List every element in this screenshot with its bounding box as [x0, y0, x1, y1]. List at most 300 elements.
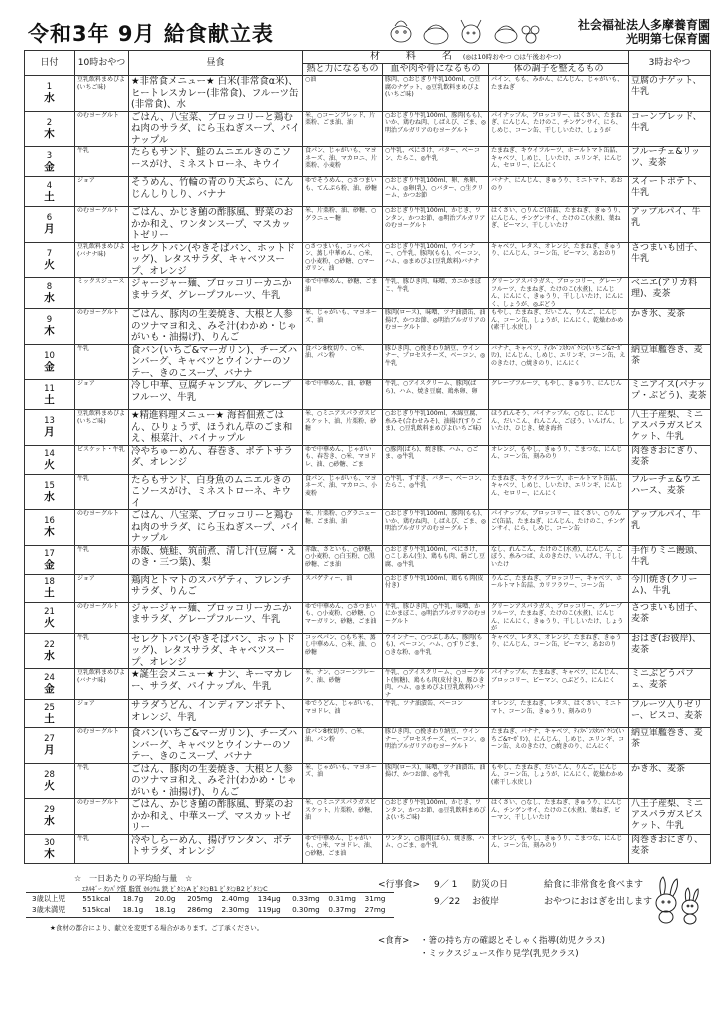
lunch-cell: ★精進料理メニュー★ 海苔佃煮ごはん、ひりょうず、ほうれん草のごま和え、根菜汁、パイナップル [129, 410, 303, 446]
lunch-cell: 冷し中華、豆腐チャンプル、グレープフルーツ、牛乳 [129, 380, 303, 410]
snack10-cell: のむヨーグルト [75, 207, 129, 243]
regulating-foods-cell: バナナ、にんじん、きゅうり、ミニトマト、あおのり [489, 177, 629, 207]
energy-foods-cell: 米、ナン、○コーンフレーク、油、砂糖 [303, 669, 383, 700]
nutrition-value: 0.33mg [292, 894, 320, 903]
day-number: 21 [44, 606, 55, 617]
body-building-foods-cell: ウインナー、○つぶしあん、豚肉(もも)、ベーコン、ハム、○すりごま、○きな粉、◎牛乳 [383, 633, 489, 669]
snack10-cell: のむヨーグルト [75, 111, 129, 147]
day-number: 4 [46, 180, 53, 191]
date-cell [25, 510, 75, 546]
menu-row [25, 445, 711, 474]
menu-row [25, 474, 711, 510]
menu-row [25, 309, 711, 345]
nutrition-value: 119μg [257, 905, 281, 914]
snack3-cell: フルーツ入りゼリー、ビスコ、麦茶 [629, 700, 711, 728]
date-cell [25, 834, 75, 863]
date-cell [25, 344, 75, 380]
snack10-cell: のむヨーグルト [75, 602, 129, 633]
header-date: 日付 [25, 51, 75, 76]
menu-row [25, 76, 711, 112]
snack3-cell: 八王子産梨、ミニアスパラガスビスケット、牛乳 [629, 410, 711, 446]
day-number: 28 [44, 769, 55, 780]
menu-row [25, 177, 711, 207]
day-number: 17 [44, 548, 55, 559]
day-number: 9 [46, 315, 53, 326]
event-date: 9／ 1 [434, 880, 458, 890]
weekday: 月 [44, 744, 55, 757]
body-building-foods-cell: 豚肉、○おじぎり牛乳100ml、○豆腐のナゲット、◎豆乳飲料まめぴよ(いちご味) [383, 76, 489, 112]
menu-row [25, 344, 711, 380]
weekday: 火 [44, 779, 55, 792]
regulating-foods-cell: グリーンアスパラガス、ブロッコリー、グレープフルーツ、たまねぎ、たけのこ(水煮)、にんじん、にんにく、きゅうり、干ししいたけ、にんにく、しょうが、◎ぶどう [489, 278, 629, 309]
change-notice: ★食材の都合により、献立を変更する場合があります。ご了承ください。 [50, 924, 264, 932]
lunch-cell: セレクトパン(やきそばパン、ホットドッグ)、レタスサラダ、キャベツスープ、オレンジ [129, 242, 303, 278]
snack10-cell: ジョア [75, 177, 129, 207]
menu-row [25, 728, 711, 764]
date-cell [25, 574, 75, 602]
energy-foods-cell: 米、じゃがいも、マヨネーズ、油 [303, 309, 383, 345]
weekday: 金 [44, 160, 55, 173]
nutrition-value: 286mg [187, 905, 213, 914]
date-cell [25, 111, 75, 147]
body-building-foods-cell: ○おじぎり牛乳100ml、木綿豆腐、糸みそ(合わせみそ)、油揚げ(すりごま)、○豆乳飲料まめぴよ(いちご味) [383, 410, 489, 446]
lunch-cell: 鶏肉とトマトのスパゲティ、フレンチサラダ、りんご [129, 574, 303, 602]
regulating-foods-cell: たまねぎ、キウイフルーツ、ホールトマト缶詰、キャベツ、しめじ、しいたけ、エリンギ、にんじん、セロリー、にんにく [489, 147, 629, 177]
menu-row [25, 834, 711, 863]
regulating-foods-cell: グレープフルーツ、もやし、きゅうり、にんじん [489, 380, 629, 410]
weekday: 土 [44, 393, 55, 406]
date-cell [25, 728, 75, 764]
snack10-cell: ジョア [75, 700, 129, 728]
date-cell [25, 474, 75, 510]
snack3-cell: スイートポテト、牛乳 [629, 177, 711, 207]
event-name: 防災の日 [472, 880, 509, 890]
nutrition-label: 3歳未満児 [32, 905, 66, 914]
snack10-cell: ジョア [75, 380, 129, 410]
nutrition-value: 31mg [364, 894, 386, 903]
day-number: 22 [44, 639, 55, 650]
snack3-cell: フルーチェ&リッツ、麦茶 [629, 147, 711, 177]
body-building-foods-cell: ○おじぎり牛乳100ml、豚肉(もも)、いか、鶏むね肉、しばえび、ごま、◎明治ブルガリアのむヨーグルト [383, 111, 489, 147]
header [26, 12, 710, 50]
event-row [378, 894, 652, 911]
nutrition-headers: ｴﾈﾙｷﾞｰ ﾀﾝﾊﾟｸ質 脂質 ｶﾙｼｳﾑ 鉄 ﾋﾞﾀﾐﾝA ﾋﾞﾀﾐﾝB1 ﾋﾞﾀﾐﾝB2 ﾋﾞﾀﾐﾝC [82, 885, 268, 893]
snack3-cell: 今川焼き(クリーム)、牛乳 [629, 574, 711, 602]
snack10-cell: 牛乳 [75, 147, 129, 177]
org-line-1: 社会福祉法人多摩養育園 [577, 18, 710, 32]
menu-row [25, 410, 711, 446]
regulating-foods-cell: もやし、たまねぎ、だいこん、りんご、にんじん、コーン缶、しょうが、にんにく、乾燥わかめ(素干し水戻し) [489, 309, 629, 345]
energy-foods-cell: ゆでそうめん、○さつまいも、てんぷら粉、油、砂糖 [303, 177, 383, 207]
regulating-foods-cell: パイナップル、たまねぎ、キャベツ、にんじん、ブロッコリー、ピーマン、○ぶどう、にんにく [489, 669, 629, 700]
snack3-cell: ベニエ(アリカ料理)、麦茶 [629, 278, 711, 309]
body-building-foods-cell: ○牛乳、すずき、バター、ベーコン、たらこ、◎牛乳 [383, 474, 489, 510]
weekday: 土 [44, 712, 55, 725]
nutrition-value: 0.31mg [328, 894, 356, 903]
day-number: 3 [46, 150, 53, 161]
page-title: 令和3年 9月 給食献立表 [28, 22, 274, 46]
date-cell [25, 410, 75, 446]
date-cell [25, 669, 75, 700]
lunch-cell: 冷やしらーめん、揚げワンタン、ポテトサラダ、オレンジ [129, 834, 303, 863]
nutrition-value: 2.40mg [221, 894, 250, 903]
nutrition-value: 551kcal [82, 894, 111, 903]
menu-row [25, 278, 711, 309]
weekday: 水 [44, 649, 55, 662]
footer [24, 873, 710, 1023]
lunch-cell: ジャージャー麺、ブロッコリーカニかまサラダ、グレープフルーツ、牛乳 [129, 278, 303, 309]
regulating-foods-cell: オレンジ、もやし、きゅうり、こまつな、にんじん、コーン缶、刻みのり [489, 834, 629, 863]
menu-row [25, 207, 711, 243]
snack3-cell: おはぎ(お彼岸)、麦茶 [629, 633, 711, 669]
snack3-cell: さつまいも団子、牛乳 [629, 242, 711, 278]
header-ingredients [303, 51, 629, 64]
header-snack10: 10時おやつ [75, 51, 129, 76]
snack3-cell: 手作りミニ饅頭、牛乳 [629, 545, 711, 574]
date-cell [25, 242, 75, 278]
day-number: 2 [46, 117, 53, 128]
food-edu-row [378, 935, 605, 948]
ingredients-title: 材 料 名 [369, 51, 460, 62]
weekday: 水 [44, 92, 55, 105]
menu-row [25, 111, 711, 147]
menu-table [24, 50, 711, 864]
organization-name [578, 18, 710, 46]
lunch-cell: たらもサンド、白身魚のムニエルきのこソースがけ、ミネストローネ、キウイ [129, 474, 303, 510]
lunch-cell: ごはん、豚肉の生姜焼き、大根と人参のツナマヨ和え、みそ汁(わかめ・じゃがいも・油揚げ)、りんご [129, 763, 303, 799]
weekday: 月 [44, 426, 55, 439]
weekday: 土 [44, 190, 55, 203]
energy-foods-cell: ゆでうどん、じゃがいも、マヨドレ、油 [303, 700, 383, 728]
food-edu-item: ・箸の持ち方の確認とそしゃく指導(幼児クラス) [420, 936, 605, 946]
lunch-cell: 食パン(いちご&マーガリン)、チーズハンバーグ、キャベツとウインナーのソテー、きのこスープ、バナナ [129, 344, 303, 380]
body-building-foods-cell: 牛乳、○アイスクリーム、○ヨーグルト(無糖)、鶏もも肉(皮付き)、豚ひき肉、ハム、◎まめぴよ(豆乳飲料)バナナ [383, 669, 489, 700]
body-building-foods-cell: 牛乳、ツナ油漬缶、ベーコン [383, 700, 489, 728]
energy-foods-cell: ゆで中華めん、じゃがいも、春巻き、○米、マヨドレ、油、○砂糖、ごま [303, 445, 383, 474]
day-number: 14 [44, 448, 55, 459]
header-lunch: 昼食 [129, 51, 303, 76]
energy-foods-cell: 食パン、じゃがいも、マヨネーズ、油、マカロニ、小麦粉 [303, 474, 383, 510]
nutrition-value: 18.7g [122, 894, 144, 903]
snack10-cell: のむヨーグルト [75, 309, 129, 345]
menu-row [25, 545, 711, 574]
snack3-cell: ミニアイス(パナップ・ぶどう)、麦茶 [629, 380, 711, 410]
decorative-illustration [381, 12, 541, 50]
weekday: 水 [44, 490, 55, 503]
food-education-section [378, 935, 605, 961]
nutrition-value: 27mg [364, 905, 386, 914]
date-cell [25, 602, 75, 633]
snack3-cell: 肉巻きおにぎり、麦茶 [629, 445, 711, 474]
day-number: 11 [44, 383, 55, 394]
weekday: 金 [44, 683, 55, 695]
snack3-cell: さつまいも団子、麦茶 [629, 602, 711, 633]
snack3-cell: 納豆軍艦巻き、麦茶 [629, 728, 711, 764]
day-number: 8 [46, 282, 53, 292]
nutrition-value: 134μg [257, 894, 281, 903]
date-cell [25, 147, 75, 177]
day-number: 24 [44, 673, 55, 683]
event-name: お彼岸 [472, 897, 500, 907]
menu-body [25, 76, 711, 864]
nutrition-value: 2.30mg [221, 905, 250, 914]
food-edu-row [378, 948, 605, 961]
lunch-cell: ごはん、八宝菜、ブロッコリーと鶏むね肉のサラダ、にら玉ねぎスープ、パイナップル [129, 510, 303, 546]
energy-foods-cell: コッペパン、○もち米、蒸し中華めん、○米、油、○砂糖 [303, 633, 383, 669]
regulating-foods-cell: りんご、たまねぎ、ブロッコリー、キャベツ、ホールトマト缶詰、カリフラワー、コーン缶 [489, 574, 629, 602]
body-building-foods-cell: ○豚肉(ばら)、焼き豚、ハム、○ごま、◎牛乳 [383, 445, 489, 474]
lunch-cell: ごはん、かじき鮪の酢豚風、野菜のおかか和え、中華スープ、マスカットゼリー [129, 799, 303, 835]
regulating-foods-cell: グリーンアスパラガス、ブロッコリー、グレープフルーツ、たまねぎ、たけのこ(水煮)、にんじん、にんにく、きゅうり、干ししいたけ、しょうが [489, 602, 629, 633]
nutrition-title: ☆ 一日あたりの平均給与量 ☆ [74, 874, 193, 883]
lunch-cell: ごはん、かじき鮪の酢豚風、野菜のおかか和え、ワンタンスープ、マスカットゼリー [129, 207, 303, 243]
menu-row [25, 147, 711, 177]
snack3-cell: アップルパイ、牛乳 [629, 207, 711, 243]
events-section [378, 877, 652, 911]
body-building-foods-cell: ○牛乳、べにさけ、バター、ベーコン、たらこ、◎牛乳 [383, 147, 489, 177]
snack10-cell: 牛乳 [75, 633, 129, 669]
snack10-cell: ミックスジュース [75, 278, 129, 309]
header-group1: 熱と力になるもの [303, 64, 383, 76]
nutrition-row-under3 [32, 905, 393, 915]
regulating-foods-cell: なし、れんこん、たけのこ(水煮)、にんじん、ごぼう、糸みつば、えのきたけ、いんげん、干ししいたけ [489, 545, 629, 574]
nutrition-value: 18.1g [154, 905, 176, 914]
lunch-cell: たらもサンド、鮭のムニエルきのこソースがけ、ミネストローネ、キウイ [129, 147, 303, 177]
snack3-cell: かき氷、麦茶 [629, 309, 711, 345]
snack3-cell: 八王子産梨、ミニアスパラガスビスケット、牛乳 [629, 799, 711, 835]
snack10-cell: 牛乳 [75, 474, 129, 510]
date-cell [25, 177, 75, 207]
body-building-foods-cell: ○おじぎり牛乳100ml、かじき、ワンタン、かつお節、◎明治ブルガリアのむヨーグルト [383, 207, 489, 243]
weekday: 木 [44, 526, 55, 539]
events-label: <行事食> [378, 880, 421, 890]
body-building-foods-cell: ○おじぎり牛乳100ml、豚肉(もも)、いか、鶏むね肉、しばえび、ごま、◎明治ブルガリアのむヨーグルト [383, 510, 489, 546]
energy-foods-cell: スパゲティー、油 [303, 574, 383, 602]
energy-foods-cell: ゆで中華めん、油、砂糖 [303, 380, 383, 410]
nutrition-value: 0.37mg [328, 905, 356, 914]
snack10-cell: 豆乳飲料まめぴよ(いちご味) [75, 410, 129, 446]
date-cell [25, 545, 75, 574]
snack3-cell: 納豆軍艦巻き、麦茶 [629, 344, 711, 380]
regulating-foods-cell: ほうれんそう、パイナップル、○なし、にんじん、だいこん、れんこん、ごぼう、いんげん、しいたけ、ひじき、焼き海苔 [489, 410, 629, 446]
nutrition-value: 20.0g [154, 894, 176, 903]
body-building-foods-cell: ○おじぎり牛乳100ml、鶏もも肉(皮付き) [383, 574, 489, 602]
energy-foods-cell: 米、片栗粉、○グラニュー糖、ごま油、油 [303, 510, 383, 546]
snack3-cell: アップルパイ、牛乳 [629, 510, 711, 546]
day-number: 16 [44, 516, 55, 527]
regulating-foods-cell: パイナップル、ブロッコリー、はくさい、たまねぎ、にんじん、たけのこ、チンゲンサイ、にら、しめじ、コーン缶、干ししいたけ、しょうが [489, 111, 629, 147]
day-number: 25 [44, 702, 55, 713]
weekday: 木 [44, 127, 55, 140]
energy-foods-cell: 米、じゃがいも、マヨネーズ、油 [303, 763, 383, 799]
snack10-cell: のむヨーグルト [75, 510, 129, 546]
date-cell [25, 380, 75, 410]
ingredients-note: (◎は10時おやつ ○は午後おやつ) [462, 53, 562, 61]
snack3-cell: コーンブレッド、牛乳 [629, 111, 711, 147]
regulating-foods-cell: バナナ、キャベツ、ﾃｨｽﾍﾞﾝｽﾀﾝﾊﾟｸﾐﾝ(いちご&ﾏｰｶﾞﾘﾝ)、にんじん、しめじ、エリンギ、コーン缶、えのきたけ、○焼きのり、にんにく [489, 344, 629, 380]
body-building-foods-cell: 豚肉(ロース)、味噌、ツナ油漬缶、油揚げ、かつお節、◎牛乳 [383, 763, 489, 799]
snack10-cell: 牛乳 [75, 834, 129, 863]
weekday: 木 [44, 325, 55, 338]
nutrition-label: 3歳以上児 [32, 894, 66, 903]
date-cell [25, 700, 75, 728]
day-number: 13 [44, 416, 55, 427]
regulating-foods-cell: キャベツ、レタス、オレンジ、たまねぎ、きゅうり、にんじん、コーン缶、ピーマン、あおのり [489, 242, 629, 278]
snack3-cell: 豆腐のナゲット、牛乳 [629, 76, 711, 112]
bunny-illustration [648, 873, 706, 925]
regulating-foods-cell: キャベツ、レタス、オレンジ、たまねぎ、きゅうり、にんじん、コーン缶、ピーマン、あおのり [489, 633, 629, 669]
snack10-cell: のむヨーグルト [75, 728, 129, 764]
menu-row [25, 242, 711, 278]
menu-row [25, 763, 711, 799]
body-building-foods-cell: ○おじぎり牛乳100ml、かじき、ワンタン、かつお節、◎豆乳飲料まめぴよ(いちご味) [383, 799, 489, 835]
weekday: 金 [44, 558, 55, 571]
org-line-2: 光明第七保育園 [625, 32, 710, 46]
date-cell [25, 207, 75, 243]
menu-row [25, 380, 711, 410]
date-cell [25, 309, 75, 345]
food-edu-item: ・ミックスジュース作り見学(乳児クラス) [420, 949, 579, 959]
weekday: 土 [44, 587, 55, 599]
body-building-foods-cell: ○おじぎり牛乳100ml、卵、糸卵、ハム、◎卵(乳)、○バター、○生クリーム、かつお節 [383, 177, 489, 207]
energy-foods-cell: ○油 [303, 76, 383, 112]
snack3-cell: 肉巻きおにぎり、麦茶 [629, 834, 711, 863]
weekday: 水 [44, 292, 55, 304]
body-building-foods-cell: 豚肉(ロース)、味噌、ツナ油漬缶、油揚げ、かつお節、◎明治ブルガリアのむヨーグルト [383, 309, 489, 345]
lunch-cell: ジャージャー麺、ブロッコリーカニかまサラダ、グレープフルーツ、牛乳 [129, 602, 303, 633]
header-snack3: 3時おやつ [629, 51, 711, 76]
lunch-cell: ごはん、八宝菜、ブロッコリーと鶏むね肉のサラダ、にら玉ねぎスープ、パイナップル [129, 111, 303, 147]
menu-row [25, 510, 711, 546]
lunch-cell: ★非常食メニュー★ 白米(非常食α米)、ヒートレスカレー(非常食)、フルーツ缶(非常食)、水 [129, 76, 303, 112]
lunch-cell: ごはん、豚肉の生姜焼き、大根と人参のツナマヨ和え、みそ汁(わかめ・じゃがいも・油揚げ)、りんご [129, 309, 303, 345]
body-building-foods-cell: ○おじぎり牛乳100ml、べにさけ、○こしあん(生)、鶏もも肉、絹ごし豆腐、◎牛乳 [383, 545, 489, 574]
weekday: 火 [44, 258, 55, 271]
event-desc: 給食に非常食を食べます [544, 880, 644, 890]
snack10-cell: 豆乳飲料まめぴよ(いちご味) [75, 76, 129, 112]
event-row [378, 877, 652, 894]
food-edu-label: <食育> [378, 936, 410, 946]
body-building-foods-cell: 牛乳、豚ひき肉、○牛乳、味噌、かにかまぼこ、◎明治ブルガリアのむヨーグルト [383, 602, 489, 633]
weekday: 金 [44, 360, 55, 373]
date-cell [25, 278, 75, 309]
nutrition-value: 515kcal [82, 905, 111, 914]
date-cell [25, 633, 75, 669]
day-number: 15 [44, 480, 55, 491]
regulating-foods-cell: もやし、たまねぎ、だいこん、りんご、にんじん、コーン缶、しょうが、にんにく、乾燥わかめ(素干し水戻し) [489, 763, 629, 799]
header-group2: 血や肉や骨になるもの [383, 64, 489, 76]
day-number: 7 [46, 248, 53, 259]
day-number: 18 [44, 577, 55, 587]
snack10-cell: ジョア [75, 574, 129, 602]
regulating-foods-cell: たまねぎ、キウイフルーツ、ホールトマト缶詰、キャベツ、しめじ、しいたけ、エリンギ、にんじん、セロリー、にんにく [489, 474, 629, 510]
energy-foods-cell: ゆで中華めん、じゃがいも、○米、マヨドレ、油、○砂糖、ごま油 [303, 834, 383, 863]
day-number: 6 [46, 213, 53, 224]
body-building-foods-cell: 豚ひき肉、○挽きわり納豆、ウインナー、プロセスチーズ、ベーコン、◎明治ブルガリアのむヨーグルト [383, 728, 489, 764]
energy-foods-cell: ○さつまいも、コッペパン、蒸し中華めん、○米、○小麦粉、○砂糖、○マーガリン、油 [303, 242, 383, 278]
nutrition-value: 0.30mg [292, 905, 320, 914]
weekday: 木 [44, 847, 55, 860]
weekday: 火 [44, 616, 55, 629]
snack10-cell: 牛乳 [75, 344, 129, 380]
menu-row [25, 700, 711, 728]
event-desc: おやつにおはぎを出します [544, 897, 653, 907]
energy-foods-cell: ゆで中華めん、○さつまいも、○小麦粉、○砂糖、○マーガリン、砂糖、ごま油 [303, 602, 383, 633]
date-cell [25, 445, 75, 474]
body-building-foods-cell: 牛乳、○アイスクリーム、豚肉(ばら)、ハム、焼き豆腐、鶏糸卵、卵 [383, 380, 489, 410]
energy-foods-cell: 赤飯、さといも、○砂糖、○小麦粉、○白玉粉、○黒砂糖、ごま油 [303, 545, 383, 574]
menu-row [25, 574, 711, 602]
regulating-foods-cell: オレンジ、たまねぎ、レタス、はくさい、ミニトマト、コーン缶、きゅうり、刻みのり [489, 700, 629, 728]
energy-foods-cell: 米、○ミニアスパラガスビスケット、片栗粉、砂糖、油 [303, 799, 383, 835]
menu-row [25, 633, 711, 669]
snack10-cell: ビスケット・牛乳 [75, 445, 129, 474]
energy-foods-cell: 食パン、じゃがいも、マヨネーズ、油、マカロニ、片栗粉、小麦粉 [303, 147, 383, 177]
energy-foods-cell: 米、○ミニアスパラガスビスケット、油、片栗粉、砂糖 [303, 410, 383, 446]
body-building-foods-cell: ワンタン、○豚肉(ばら)、焼き豚、ハム、○ごま、◎牛乳 [383, 834, 489, 863]
energy-foods-cell: 食パン8枚切り、○米、油、パン粉 [303, 344, 383, 380]
snack10-cell: 豆乳飲料まめぴよ(バナナ味) [75, 242, 129, 278]
snack3-cell: かき氷、麦茶 [629, 763, 711, 799]
event-date: 9／22 [434, 897, 461, 907]
day-number: 27 [44, 734, 55, 745]
nutrition-value: 18.1g [122, 905, 144, 914]
menu-row [25, 602, 711, 633]
day-number: 29 [44, 805, 55, 816]
header-group3: 体の調子を整えるもの [489, 64, 629, 76]
snack10-cell: 豆乳飲料まめぴよ(バナナ味) [75, 669, 129, 700]
snack3-cell: フルーチェ&ウエハース、麦茶 [629, 474, 711, 510]
snack10-cell: のむヨーグルト [75, 799, 129, 835]
regulating-foods-cell: はくさい、○りんご(缶詰、たまねぎ、きゅうり、にんじん、チンゲンサイ、たけのこ(水煮)、葉ねぎ、ピーマン、干ししいたけ [489, 207, 629, 243]
weekday: 水 [44, 815, 55, 828]
lunch-cell: セレクトパン(やきそばパン、ホットドッグ)、レタスサラダ、キャベツスープ、オレンジ [129, 633, 303, 669]
lunch-cell: サラダうどん、インディアンポテト、オレンジ、牛乳 [129, 700, 303, 728]
nutrition-value: 205mg [187, 894, 213, 903]
lunch-cell: ★誕生会メニュー★ ナン、キーマカレー、サラダ、パイナップル、牛乳 [129, 669, 303, 700]
body-building-foods-cell: 豚ひき肉、○挽きわり納豆、ウインナー、プロセスチーズ、ベーコン、◎牛乳 [383, 344, 489, 380]
weekday: 火 [44, 458, 55, 471]
regulating-foods-cell: パイン、もも、みかん、にんじん、じゃがいも、たまねぎ [489, 76, 629, 112]
body-building-foods-cell: ○おじぎり牛乳100ml、ウインナー、○牛乳、豚肉(もも)、ベーコン、ハム、◎まめぴよ(豆乳飲料)バナナ [383, 242, 489, 278]
weekday: 月 [44, 223, 55, 236]
snack10-cell: 牛乳 [75, 763, 129, 799]
regulating-foods-cell: はくさい、○なし、たまねぎ、きゅうり、にんじん、チンゲンサイ、たけのこ(水煮)、葉ねぎ、ピーマン、干ししいたけ [489, 799, 629, 835]
day-number: 1 [46, 82, 53, 93]
day-number: 10 [44, 350, 55, 361]
date-cell [25, 763, 75, 799]
lunch-cell: 冷やちゅーめん、春巻き、ポテトサラダ、オレンジ [129, 445, 303, 474]
lunch-cell: そうめん、竹輪の青のり天ぷら、にんじんしりしり、バナナ [129, 177, 303, 207]
energy-foods-cell: ゆで中華めん、砂糖、ごま油 [303, 278, 383, 309]
regulating-foods-cell: パイナップル、ブロッコリー、はくさい、○りんご(缶詰、たまねぎ、にんじん、たけのこ、チンゲンサイ、にら、しめじ、コーン缶 [489, 510, 629, 546]
energy-foods-cell: 米、○コーンブレッド、片栗粉、ごま油、油 [303, 111, 383, 147]
menu-row [25, 799, 711, 835]
date-cell [25, 799, 75, 835]
snack10-cell: 牛乳 [75, 545, 129, 574]
date-cell [25, 76, 75, 112]
snack3-cell: ミニぶどうパフェ、麦茶 [629, 669, 711, 700]
table-header-row [25, 51, 711, 64]
regulating-foods-cell: たまねぎ、バナナ、キャベツ、ﾃｨｽﾍﾞﾝｽﾀﾝﾊﾟｸﾐﾝ(いちご&ﾏｰｶﾞﾘﾝ)、にんじん、しめじ、エリンギ、コーン缶、えのきたけ、○焼きのり、にんにく [489, 728, 629, 764]
body-building-foods-cell: 牛乳、豚ひき肉、味噌、カニかまぼこ、牛乳 [383, 278, 489, 309]
lunch-cell: 食パン(いちご&マーガリン)、チーズハンバーグ、キャベツとウインナーのソテー、きのこスープ、バナナ [129, 728, 303, 764]
lunch-cell: 赤飯、焼鮭、筑前煮、清し汁(豆腐・えのき・三つ葉)、梨 [129, 545, 303, 574]
energy-foods-cell: 米、片栗粉、油、砂糖、○グラニュー糖 [303, 207, 383, 243]
nutrition-row-over3 [32, 894, 393, 904]
day-number: 30 [44, 837, 55, 848]
menu-row [25, 669, 711, 700]
